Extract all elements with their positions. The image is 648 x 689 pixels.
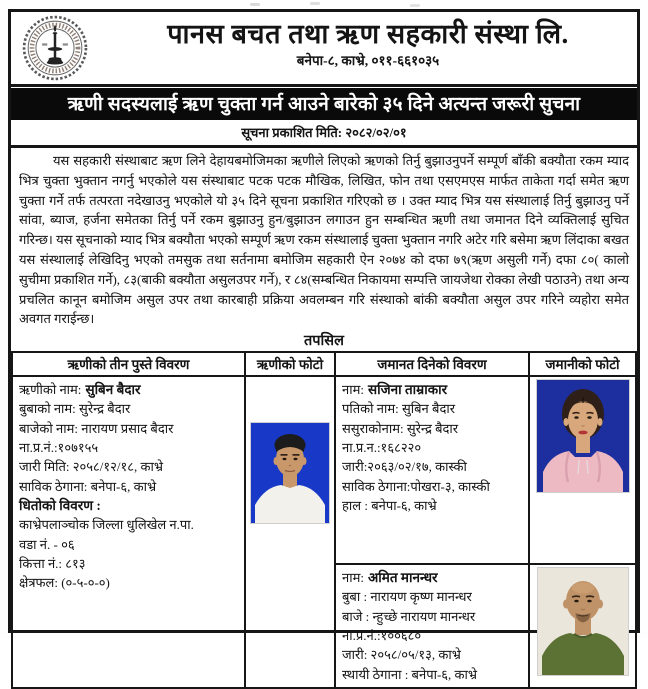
published-date-row: सूचना प्रकाशित मिति: २०८२/०२/०१: [11, 120, 637, 148]
borrower-name: सुबिन बैदार: [85, 382, 141, 398]
guarantor2-details-cell: [335, 564, 529, 688]
col-header-guarantor-photo: जमानीको फोटो: [529, 352, 636, 376]
guarantor2-grandfather-name: बाजे : न्हुच्छे नारायण मानन्धर: [342, 608, 476, 624]
guarantor1-citizenship-issued: जारी:२०६३/०२/१७, कास्की: [342, 459, 467, 475]
guarantor1-name: सजिना ताम्राकार: [367, 382, 448, 398]
borrower-photo-cell: [245, 376, 335, 688]
mortgage-plot-number: कित्ता नं.: ८१३: [19, 555, 86, 571]
header-text-block: [11, 12, 637, 69]
organization-address: बनेपा-८, काभ्रे, ०११-६६१०३५: [296, 53, 440, 68]
guarantor1-photo-cell: [529, 376, 636, 564]
borrower-citizenship-number: ना.प्र.नं.:१०७१५५: [19, 440, 99, 456]
mortgage-details-heading: धितोको विवरण :: [19, 497, 101, 513]
table-header-row: [12, 352, 636, 376]
guarantor2-citizenship-number: ना.प्र.नं.:१००६८०: [342, 628, 422, 644]
guarantor2-citizenship-issued: जारी: २०५८/०५/१३, काभ्रे: [342, 647, 461, 663]
borrower-details-cell: [12, 376, 245, 688]
guarantor1-photo: [537, 380, 629, 492]
table-row: [12, 376, 636, 564]
borrower-grandfather-name: बाजेको नाम: नारायण प्रसाद बैदार: [19, 420, 174, 436]
borrower-former-address: साविक ठेगाना: बनेपा-६, काभ्रे: [19, 478, 157, 494]
notice-title-bar: ऋणी सदस्यलाई ऋण चुक्ता गर्न आउने बारेको ३५ दिने अत्यन्त जरूरी सुचना: [11, 88, 637, 120]
mortgage-area: क्षेत्रफल: (०-५-०-०): [19, 575, 110, 591]
schedule-heading: तपसिल: [304, 333, 344, 350]
mortgage-ward-number: वडा नं. - ०६: [19, 536, 75, 552]
guarantor2-name: अमित मानन्धर: [367, 570, 438, 586]
guarantor1-former-address: साविक ठेगाना:पोखरा-३, कास्की: [342, 478, 490, 494]
borrower-father-name: बुबाको नाम: सुरेन्द्र बैदार: [19, 401, 131, 417]
guarantor1-current-address: हाल : बनेपा-६, काभ्रे: [342, 497, 437, 513]
guarantor2-name-label: नाम:: [342, 570, 364, 586]
organization-name: पानस बचत तथा ऋण सहकारी संस्था लि.: [167, 19, 569, 49]
guarantor1-name-label: नाम:: [342, 382, 364, 398]
scan-artifact: [250, 3, 260, 6]
guarantor1-citizenship-number: ना.प्र.न.:१६८२२०: [342, 440, 422, 456]
guarantor1-husband-name: पतिको नाम: सुबिन बैदार: [342, 401, 456, 417]
guarantor2-father-name: बुबा : नारायण कृष्ण मानन्धर: [342, 589, 472, 605]
guarantor2-photo-cell: [529, 564, 636, 688]
borrower-citizenship-issued: जारी मिति: २०५८/१२/१८, काभ्रे: [19, 459, 164, 475]
borrower-photo: [251, 423, 329, 523]
mortgage-location: काभ्रेपलाञ्चोक जिल्ला धुलिखेल न.पा.: [19, 517, 194, 533]
notice-border-frame: [8, 9, 640, 682]
guarantor2-permanent-address: स्थायी ठेगाना : बनेपा-६, काभ्रे: [342, 666, 478, 682]
guarantor2-photo: [538, 568, 628, 675]
col-header-borrower-photo: ऋणीको फोटो: [245, 352, 335, 376]
notice-body-paragraph: यस सहकारी संस्थाबाट ऋण लिने देहायबमोजिमका ऋणीले लिएको ऋणको तिर्नु बुझाउनुपर्ने सम्पूर्ण बाँकी बक्यौता रकम म्याद भित्र चुक्ता भुक्तान नगर्नु भएकोले यस संस्थाबाट पटक पटक मौखिक, लिखित, फोन तथा एसएमएस मार्फत ताकेता गर्दा समेत ऋण चुक्ता गर्ने तर्फ तत्परता नदेखाउनु भएकोले यो ३५ दिने सूचना प्रकाशित गरिएको छ । उक्त म्याद भित्र यस संस्थालाई तिर्नु बुझाउनु पर्ने सांवा, ब्याज, हर्जना समेतका तिर्नु पर्ने रकम बुझाउनु हुन/बुझाउन लगाउन हुन सम्बन्धित ऋणी तथा जमानत दिने व्यक्तिलाई सुचित गरिन्छ। यस सूचनाको म्याद भित्र बक्यौता भएको सम्पूर्ण ऋण रकम संस्थालाई चुक्ता भुक्तान नगरि अटेर गरि बसेमा ऋण लिंदाका बखत यस संस्थालाई लेखिदिनु भएको तमसुक तथा सर्तनामा बमोजिम सहकारी ऐन २०७४ को दफा ७९(ऋण असुली गर्ने) दफा ८०( कालो सुचीमा प्रकाशित गर्ने), ८३(बाकी बक्यौता असुलउपर गर्ने), र ८४(सम्बन्धित निकायमा सम्पत्ति जायजेथा रोक्का लेखी पठाउने) तथा अन्य प्रचलित कानून बमोजिम असुल उपर तथा कारबाही प्रक्रिया अवलम्बन गरि संस्थाको बांकी बक्यौता असुल उपर गरिने व्यहोरा समेत अवगत गराईन्छ।: [19, 153, 629, 327]
guarantor1-details-cell: [335, 376, 529, 564]
borrower-name-label: ऋणीको नाम:: [19, 382, 82, 398]
schedule-table: [11, 351, 637, 689]
guarantor1-fatherinlaw-name: ससुराकोनाम: सुरेन्द्र बैदार: [342, 420, 459, 436]
document-header: [11, 12, 637, 87]
col-header-borrower-details: ऋणीको तीन पुस्ते विवरण: [12, 352, 245, 376]
col-header-guarantor-details: जमानत दिनेको विवरण: [335, 352, 529, 376]
cooperative-seal-icon: [22, 15, 88, 86]
